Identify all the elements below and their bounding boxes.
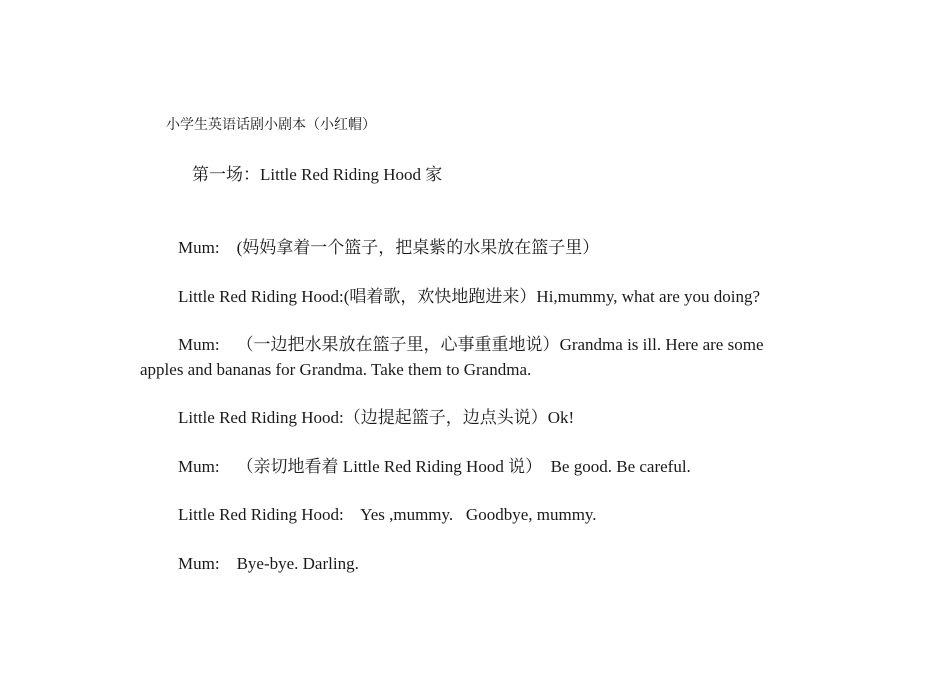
- script-line: [140, 285, 800, 310]
- dialogue-text: Yes ,mummy. Goodbye, mummy.: [343, 505, 597, 524]
- script-line: [140, 333, 800, 382]
- script-line: [140, 503, 800, 528]
- script-line: [140, 406, 800, 431]
- speaker-name: Little Red Riding Hood:: [178, 286, 344, 306]
- stage-direction: （边提起篮子，边点头说）: [343, 408, 548, 427]
- speaker-name: Little Red Riding Hood:: [178, 408, 344, 427]
- dialogue-text: Grandma is ill. Here are some apples and bananas for Grandma. Take them to Grandma.: [140, 335, 768, 379]
- stage-direction: （亲切地看着 Little Red Riding Hood 说）: [219, 456, 543, 476]
- dialogue-text: Hi,mummy, what are you doing?: [536, 286, 761, 306]
- script-line: [140, 552, 800, 577]
- script-line: [140, 236, 800, 261]
- script-body: [140, 236, 800, 600]
- dialogue-text: Bye-bye. Darling.: [219, 553, 359, 573]
- speaker-name: Little Red Riding Hood:: [178, 505, 344, 524]
- stage-direction: (妈妈拿着一个篮子，把桌紫的水果放在篮子里）: [219, 238, 600, 257]
- script-line: [140, 455, 800, 480]
- stage-direction: (唱着歌，欢快地跑进来）: [343, 286, 537, 306]
- speaker-name: Mum:: [178, 238, 220, 257]
- speaker-name: Mum:: [178, 456, 220, 476]
- speaker-name: Mum:: [178, 553, 220, 573]
- speaker-name: Mum:: [178, 335, 220, 354]
- dialogue-text: Be good. Be careful.: [542, 456, 691, 476]
- document-title: 小学生英语话剧小剧本（小红帽）: [166, 118, 376, 133]
- dialogue-text: Ok!: [547, 408, 575, 427]
- scene-heading: 第一场：Little Red Riding Hood 家: [192, 165, 443, 184]
- stage-direction: （一边把水果放在篮子里，心事重重地说）: [219, 335, 560, 354]
